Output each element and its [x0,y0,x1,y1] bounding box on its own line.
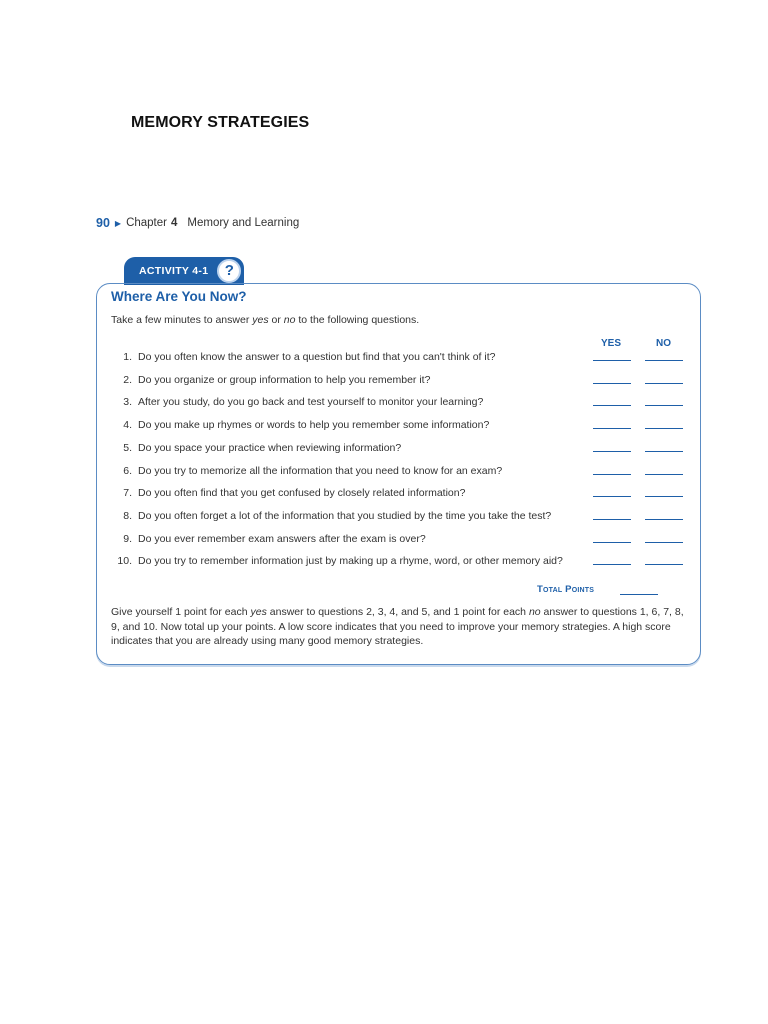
question-number: 10. [117,555,132,568]
no-answer-blank[interactable] [645,428,683,429]
question-text: Do you space your practice when reviewing information? [138,441,402,454]
question-text: After you study, do you go back and test yourself to monitor your learning? [138,396,484,409]
question-mark-icon: ? [217,259,241,283]
yes-answer-blank[interactable] [593,564,631,565]
yes-answer-blank[interactable] [593,496,631,497]
question-row [116,396,483,408]
question-number: 3. [123,396,132,409]
yes-answer-blank[interactable] [593,519,631,520]
question-text: Do you make up rhymes or words to help you remember some information? [138,419,490,432]
question-text: Do you try to remember information just by making up a rhyme, word, or other memory aid? [138,555,563,568]
chapter-word: Chapter [126,217,167,229]
yes-answer-blank[interactable] [593,451,631,452]
no-column-header: NO [656,338,671,349]
activity-intro: Take a few minutes to answer yes or no to the following questions. [111,314,420,326]
yes-answer-blank[interactable] [593,383,631,384]
activity-label: ACTIVITY 4-1 [139,265,209,277]
yes-answer-blank[interactable] [593,428,631,429]
yes-answer-blank[interactable] [593,405,631,406]
activity-heading: Where Are You Now? [111,289,247,304]
running-head [96,216,299,230]
question-row [116,510,551,522]
no-answer-blank[interactable] [645,474,683,475]
activity-tab [124,257,244,285]
yes-answer-blank[interactable] [593,360,631,361]
no-answer-blank[interactable] [645,383,683,384]
question-text: Do you often know the answer to a question but find that you can't think of it? [138,351,496,363]
no-answer-blank[interactable] [645,405,683,406]
question-row [116,442,401,454]
question-text: Do you ever remember exam answers after the exam is over? [138,532,426,545]
document-title: MEMORY STRATEGIES [131,114,310,131]
no-answer-blank[interactable] [645,360,683,361]
question-number: 5. [123,441,132,454]
question-number: 9. [123,532,132,545]
yes-column-header: YES [601,338,622,349]
page-number: 90 [96,216,110,230]
question-row [116,419,489,431]
question-row [116,533,426,545]
question-row [116,351,495,363]
no-answer-blank[interactable] [645,519,683,520]
total-points-blank[interactable] [620,594,658,595]
question-number: 4. [123,419,132,432]
question-text: Do you organize or group information to help you remember it? [138,373,431,386]
question-text: Do you try to memorize all the information that you need to know for an exam? [138,464,503,477]
question-number: 7. [123,487,132,500]
no-answer-blank[interactable] [645,451,683,452]
no-answer-blank[interactable] [645,496,683,497]
question-text: Do you often forget a lot of the information that you studied by the time you take the test? [138,509,552,522]
yes-answer-blank[interactable] [593,542,631,543]
arrow-icon: ▶ [114,218,122,228]
question-text: Do you often find that you get confused by closely related information? [138,487,466,500]
question-number: 8. [123,509,132,522]
question-row [116,374,430,386]
scoring-instructions: Give yourself 1 point for each yes answer to questions 2, 3, 4, and 5, and 1 point for each no answer to questions 1, 6, 7, 8, 9, and 10. Now total up your points. A low score indicates that you need to improve your memory strategies. A high score indicates that you are already using many good memory strategies. [111,606,684,647]
chapter-title: Memory and Learning [187,217,300,229]
question-number: 2. [123,373,132,386]
total-points-label: Total Points [537,584,595,595]
no-answer-blank[interactable] [645,564,683,565]
chapter-number: 4 [170,217,178,229]
yes-answer-blank[interactable] [593,474,631,475]
question-number: 6. [123,464,132,477]
no-answer-blank[interactable] [645,542,683,543]
question-row [116,465,502,477]
question-row [116,555,563,567]
question-row [116,487,465,499]
question-number: 1. [123,351,132,363]
